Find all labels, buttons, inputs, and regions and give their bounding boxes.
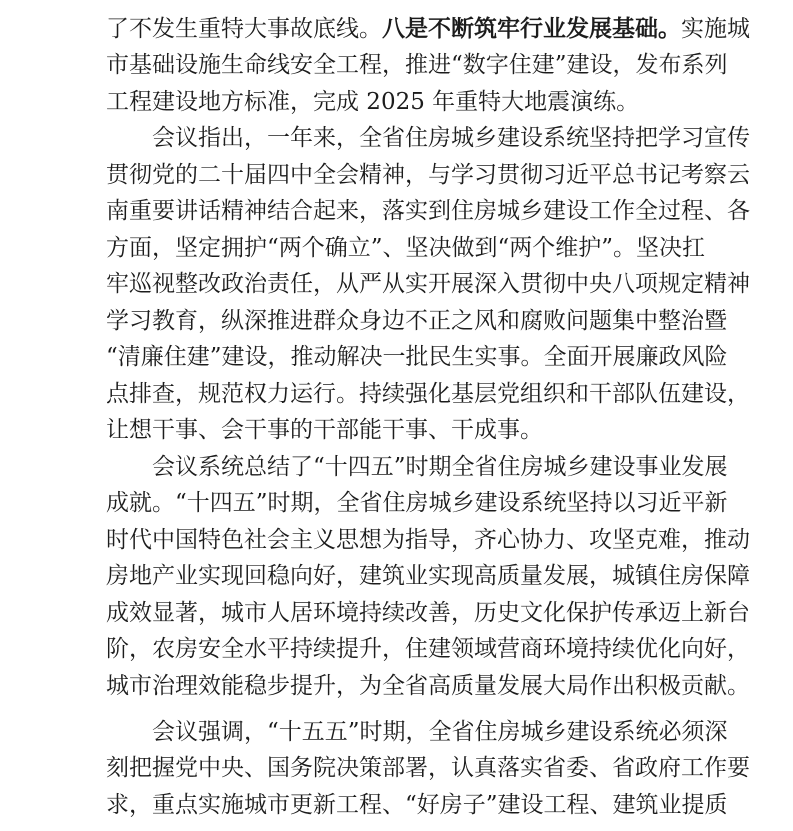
text-line: 时代中国特色社会主义思想为指导，齐心协力、攻坚克难，推动 <box>106 527 750 553</box>
paragraph-first-line: 会议指出，一年来，全省住房城乡建设系统坚持把学习宣传 <box>152 125 750 151</box>
text-line: 南重要讲话精神结合起来，落实到住房城乡建设工作全过程、各 <box>106 198 750 224</box>
paragraph-first-line: 会议系统总结了“十四五”时期全省住房城乡建设事业发展 <box>152 454 728 480</box>
text-line: 牢巡视整改政治责任，从严从实开展深入贯彻中央八项规定精神 <box>106 271 750 297</box>
text-line: 工程建设地方标准，完成 2025 年重特大地震演练。 <box>106 89 640 115</box>
text-line: 阶，农房安全水平持续提升，住建领域营商环境持续优化向好， <box>106 636 750 662</box>
text-line: 贯彻党的二十届四中全会精神，与学习贯彻习近平总书记考察云 <box>106 162 750 188</box>
text-line: 城市治理效能稳步提升，为全省高质量发展大局作出积极贡献。 <box>106 673 750 699</box>
text-run: 实施城 <box>681 16 750 42</box>
text-line: 成效显著，城市人居环境持续改善，历史文化保护传承迈上新台 <box>106 600 750 626</box>
text-line <box>106 9 750 49</box>
text-line: 刻把握党中央、国务院决策部署，认真落实省委、省政府工作要 <box>106 755 750 781</box>
bold-heading-run: 八是不断筑牢行业发展基础。 <box>382 16 681 42</box>
text-line: “清廉住建”建设，推动解决一批民生实事。全面开展廉政风险 <box>106 344 728 370</box>
text-line: 求，重点实施城市更新工程、“好房子”建设工程、建筑业提质 <box>106 792 728 818</box>
text-line: 房地产业实现回稳向好，建筑业实现高质量发展，城镇住房保障 <box>106 563 750 589</box>
text-line: 让想干事、会干事的干部能干事、干成事。 <box>106 417 543 443</box>
text-run: 了不发生重特大事故底线。 <box>106 16 382 42</box>
text-line: 市基础设施生命线安全工程，推进“数字住建”建设，发布系列 <box>106 52 728 78</box>
text-line: 成就。“十四五”时期，全省住房城乡建设系统坚持以习近平新 <box>106 490 728 516</box>
text-line: 点排查，规范权力运行。持续强化基层党组织和干部队伍建设， <box>106 381 750 407</box>
text-line: 方面，坚定拥护“两个确立”、坚决做到“两个维护”。坚决扛 <box>106 235 706 261</box>
paragraph-first-line: 会议强调，“十五五”时期，全省住房城乡建设系统必须深 <box>152 719 728 745</box>
text-line: 学习教育，纵深推进群众身边不正之风和腐败问题集中整治暨 <box>106 308 727 334</box>
